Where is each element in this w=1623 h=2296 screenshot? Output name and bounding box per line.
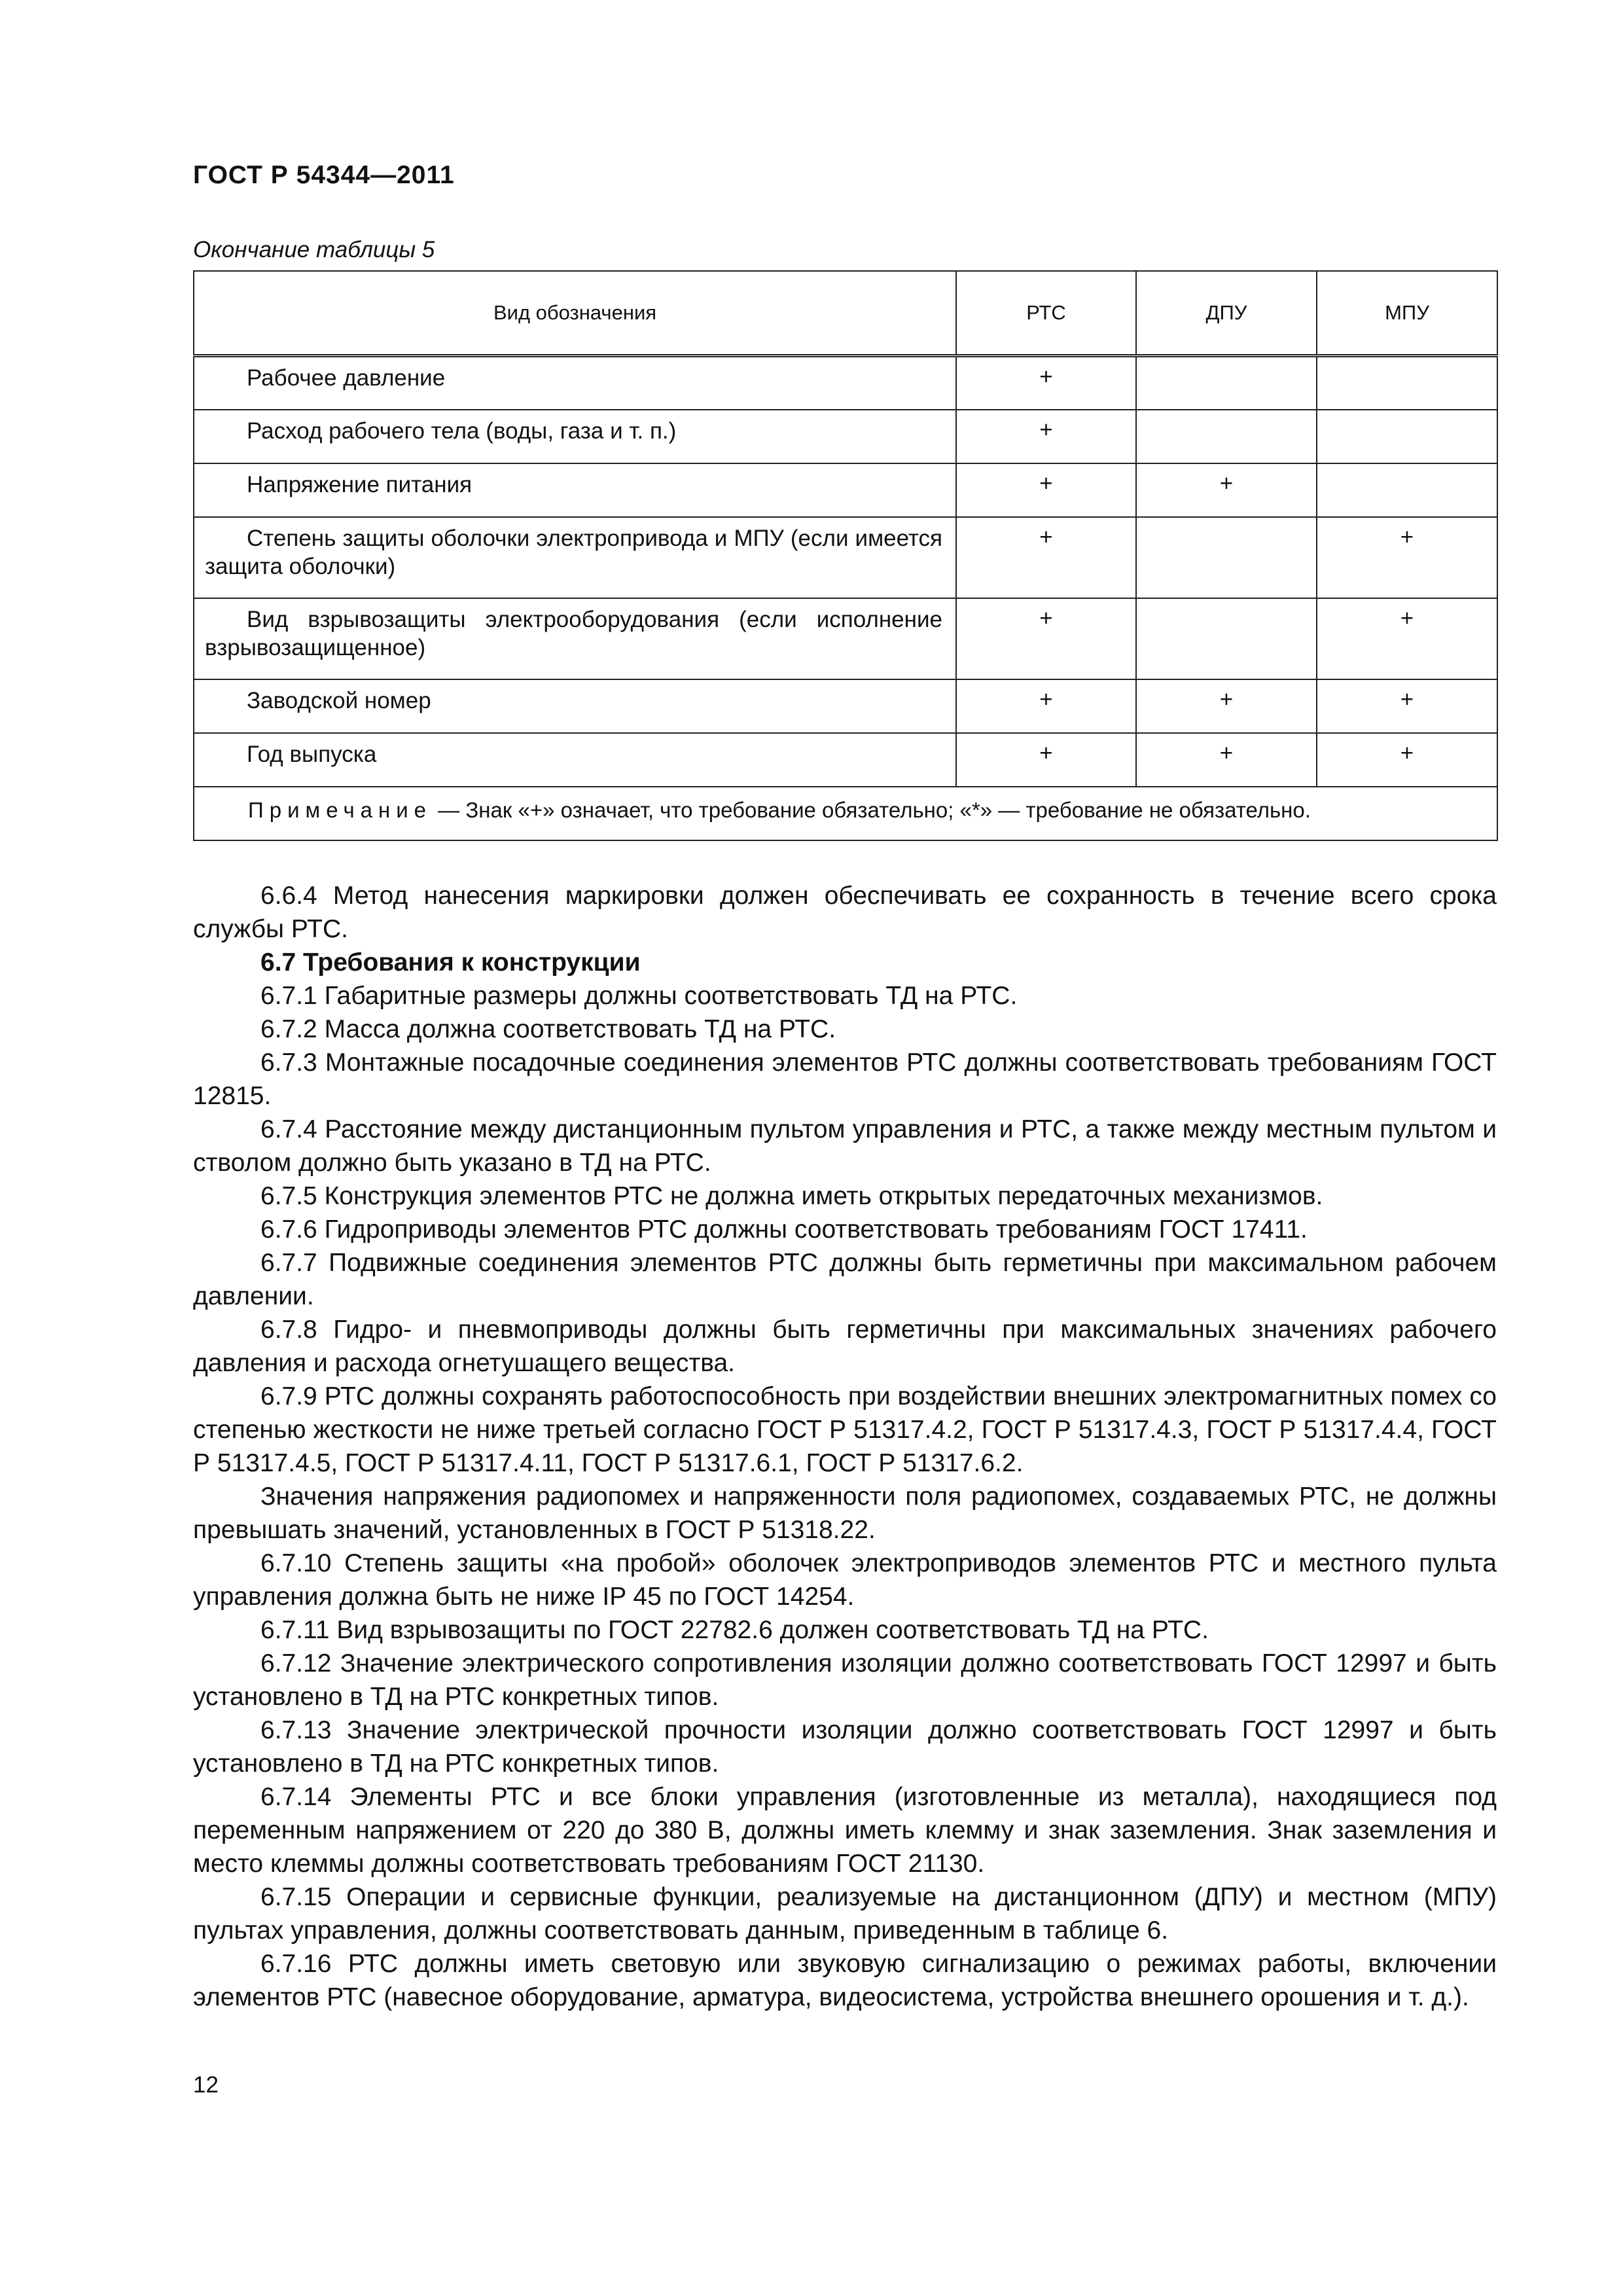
table-row bbox=[194, 679, 1497, 733]
paragraph-6-7-12: 6.7.12 Значение электрического сопротивления изоляции должно соответствовать ГОСТ 12997 и быть установлено в ТД на РТС конкретных типов. bbox=[193, 1649, 1497, 1711]
paragraph-6-7-1: 6.7.1 Габаритные размеры должны соответствовать ТД на РТС. bbox=[260, 982, 1018, 1010]
row-mark-mpu: + bbox=[1317, 679, 1497, 733]
paragraph-6-7-14: 6.7.14 Элементы РТС и все блоки управления (изготовленные из металла), находящиеся под переменным напряжением от 220 до 380 В, должны иметь клемму и знак заземления. Знак заземления и место клеммы должны соответствовать требованиям ГОСТ 21130. bbox=[193, 1783, 1497, 1878]
table-header-row bbox=[194, 271, 1497, 356]
row-name: Рабочее давление bbox=[194, 356, 956, 410]
paragraph-6-7-10: 6.7.10 Степень защиты «на пробой» оболочек электроприводов элементов РТС и местного пульта управления должна быть не ниже IP 45 по ГОСТ 14254. bbox=[193, 1549, 1497, 1611]
paragraph-6-6-4: 6.6.4 Метод нанесения маркировки должен обеспечивать ее сохранность в течение всего срока службы РТС. bbox=[193, 882, 1497, 943]
paragraph-6-7-9: 6.7.9 РТС должны сохранять работоспособность при воздействии внешних электромагнитных помех со степенью жесткости не ниже третьей согласно ГОСТ Р 51317.4.2, ГОСТ Р 51317.4.3, ГОСТ Р 51317.4.4, ГОСТ Р 51317.4.5, ГОСТ Р 51317.4.11, ГОСТ Р 51317.6.1, ГОСТ Р 51317.6.2. bbox=[193, 1382, 1497, 1477]
row-mark-rts: + bbox=[956, 517, 1136, 598]
row-mark-mpu: + bbox=[1317, 598, 1497, 679]
row-name: Заводской номер bbox=[194, 679, 956, 733]
body-text bbox=[193, 879, 1497, 2014]
row-mark-rts: + bbox=[956, 356, 1136, 410]
paragraph-6-7-5: 6.7.5 Конструкция элементов РТС не должна иметь открытых передаточных механизмов. bbox=[260, 1182, 1323, 1210]
paragraph-6-7-13: 6.7.13 Значение электрической прочности изоляции должно соответствовать ГОСТ 12997 и быть установлено в ТД на РТС конкретных типов. bbox=[193, 1716, 1497, 1778]
row-mark-rts: + bbox=[956, 598, 1136, 679]
row-mark-dpu bbox=[1136, 517, 1317, 598]
paragraph-6-7-7: 6.7.7 Подвижные соединения элементов РТС должны быть герметичны при максимальном рабочем давлении. bbox=[193, 1249, 1497, 1310]
table-row bbox=[194, 410, 1497, 463]
row-mark-dpu bbox=[1136, 410, 1317, 463]
note-label: Примечание bbox=[248, 797, 433, 822]
section-heading-6-7: 6.7 Требования к конструкции bbox=[260, 948, 641, 977]
paragraph-6-7-15: 6.7.15 Операции и сервисные функции, реализуемые на дистанционном (ДПУ) и местном (МПУ) пультах управления, должны соответствовать данным, приведенным в таблице 6. bbox=[193, 1883, 1497, 1945]
column-header-mpu: МПУ bbox=[1317, 271, 1497, 356]
row-mark-rts: + bbox=[956, 410, 1136, 463]
table-row bbox=[194, 598, 1497, 679]
table-caption: Окончание таблицы 5 bbox=[193, 237, 435, 262]
row-mark-dpu bbox=[1136, 598, 1317, 679]
table-row bbox=[194, 517, 1497, 598]
table-row bbox=[194, 463, 1497, 517]
row-mark-mpu: + bbox=[1317, 517, 1497, 598]
paragraph-6-7-4: 6.7.4 Расстояние между дистанционным пультом управления и РТС, а также между местным пультом и стволом должно быть указано в ТД на РТС. bbox=[193, 1115, 1497, 1177]
row-mark-mpu bbox=[1317, 463, 1497, 517]
column-header-designation: Вид обозначения bbox=[194, 271, 956, 356]
marking-requirements-table bbox=[193, 270, 1498, 841]
table-note-row bbox=[194, 787, 1497, 840]
row-mark-dpu: + bbox=[1136, 679, 1317, 733]
row-mark-rts: + bbox=[956, 733, 1136, 787]
column-header-rts: РТС bbox=[956, 271, 1136, 356]
paragraph-6-7-2: 6.7.2 Масса должна соответствовать ТД на РТС. bbox=[260, 1015, 836, 1043]
table-note bbox=[194, 787, 1497, 840]
paragraph-6-7-11: 6.7.11 Вид взрывозащиты по ГОСТ 22782.6 должен соответствовать ТД на РТС. bbox=[260, 1616, 1209, 1644]
table-row bbox=[194, 733, 1497, 787]
row-name: Год выпуска bbox=[194, 733, 956, 787]
column-header-dpu: ДПУ bbox=[1136, 271, 1317, 356]
row-name: Напряжение питания bbox=[194, 463, 956, 517]
paragraph-6-7-6: 6.7.6 Гидроприводы элементов РТС должны соответствовать требованиям ГОСТ 17411. bbox=[260, 1215, 1308, 1244]
note-text: — Знак «+» означает, что требование обязательно; «*» — требование не обязательно. bbox=[432, 797, 1311, 822]
row-name: Степень защиты оболочки электропривода и МПУ (если имеется защита оболочки) bbox=[194, 517, 956, 598]
row-mark-mpu: + bbox=[1317, 733, 1497, 787]
row-mark-mpu bbox=[1317, 356, 1497, 410]
paragraph-6-7-8: 6.7.8 Гидро- и пневмоприводы должны быть герметичны при максимальных значениях рабочего давления и расхода огнетушащего вещества. bbox=[193, 1316, 1497, 1377]
row-mark-rts: + bbox=[956, 463, 1136, 517]
row-mark-dpu bbox=[1136, 356, 1317, 410]
row-mark-dpu: + bbox=[1136, 733, 1317, 787]
row-name: Расход рабочего тела (воды, газа и т. п.) bbox=[194, 410, 956, 463]
table-row bbox=[194, 356, 1497, 410]
page-number: 12 bbox=[193, 2072, 219, 2098]
row-mark-mpu bbox=[1317, 410, 1497, 463]
document-header-title: ГОСТ Р 54344—2011 bbox=[193, 161, 455, 189]
paragraph-6-7-3: 6.7.3 Монтажные посадочные соединения элементов РТС должны соответствовать требованиям ГОСТ 12815. bbox=[193, 1049, 1497, 1110]
row-mark-dpu: + bbox=[1136, 463, 1317, 517]
row-name: Вид взрывозащиты электрооборудования (если исполнение взрывозащищенное) bbox=[194, 598, 956, 679]
paragraph-6-7-16: 6.7.16 РТС должны иметь световую или звуковую сигнализацию о режимах работы, включении элементов РТС (навесное оборудование, арматура, видеосистема, устройства внешнего орошения и т. д.). bbox=[193, 1950, 1497, 2011]
row-mark-rts: + bbox=[956, 679, 1136, 733]
paragraph-6-7-9-continued: Значения напряжения радиопомех и напряженности поля радиопомех, создаваемых РТС, не должны превышать значений, установленных в ГОСТ Р 51318.22. bbox=[193, 1482, 1497, 1544]
